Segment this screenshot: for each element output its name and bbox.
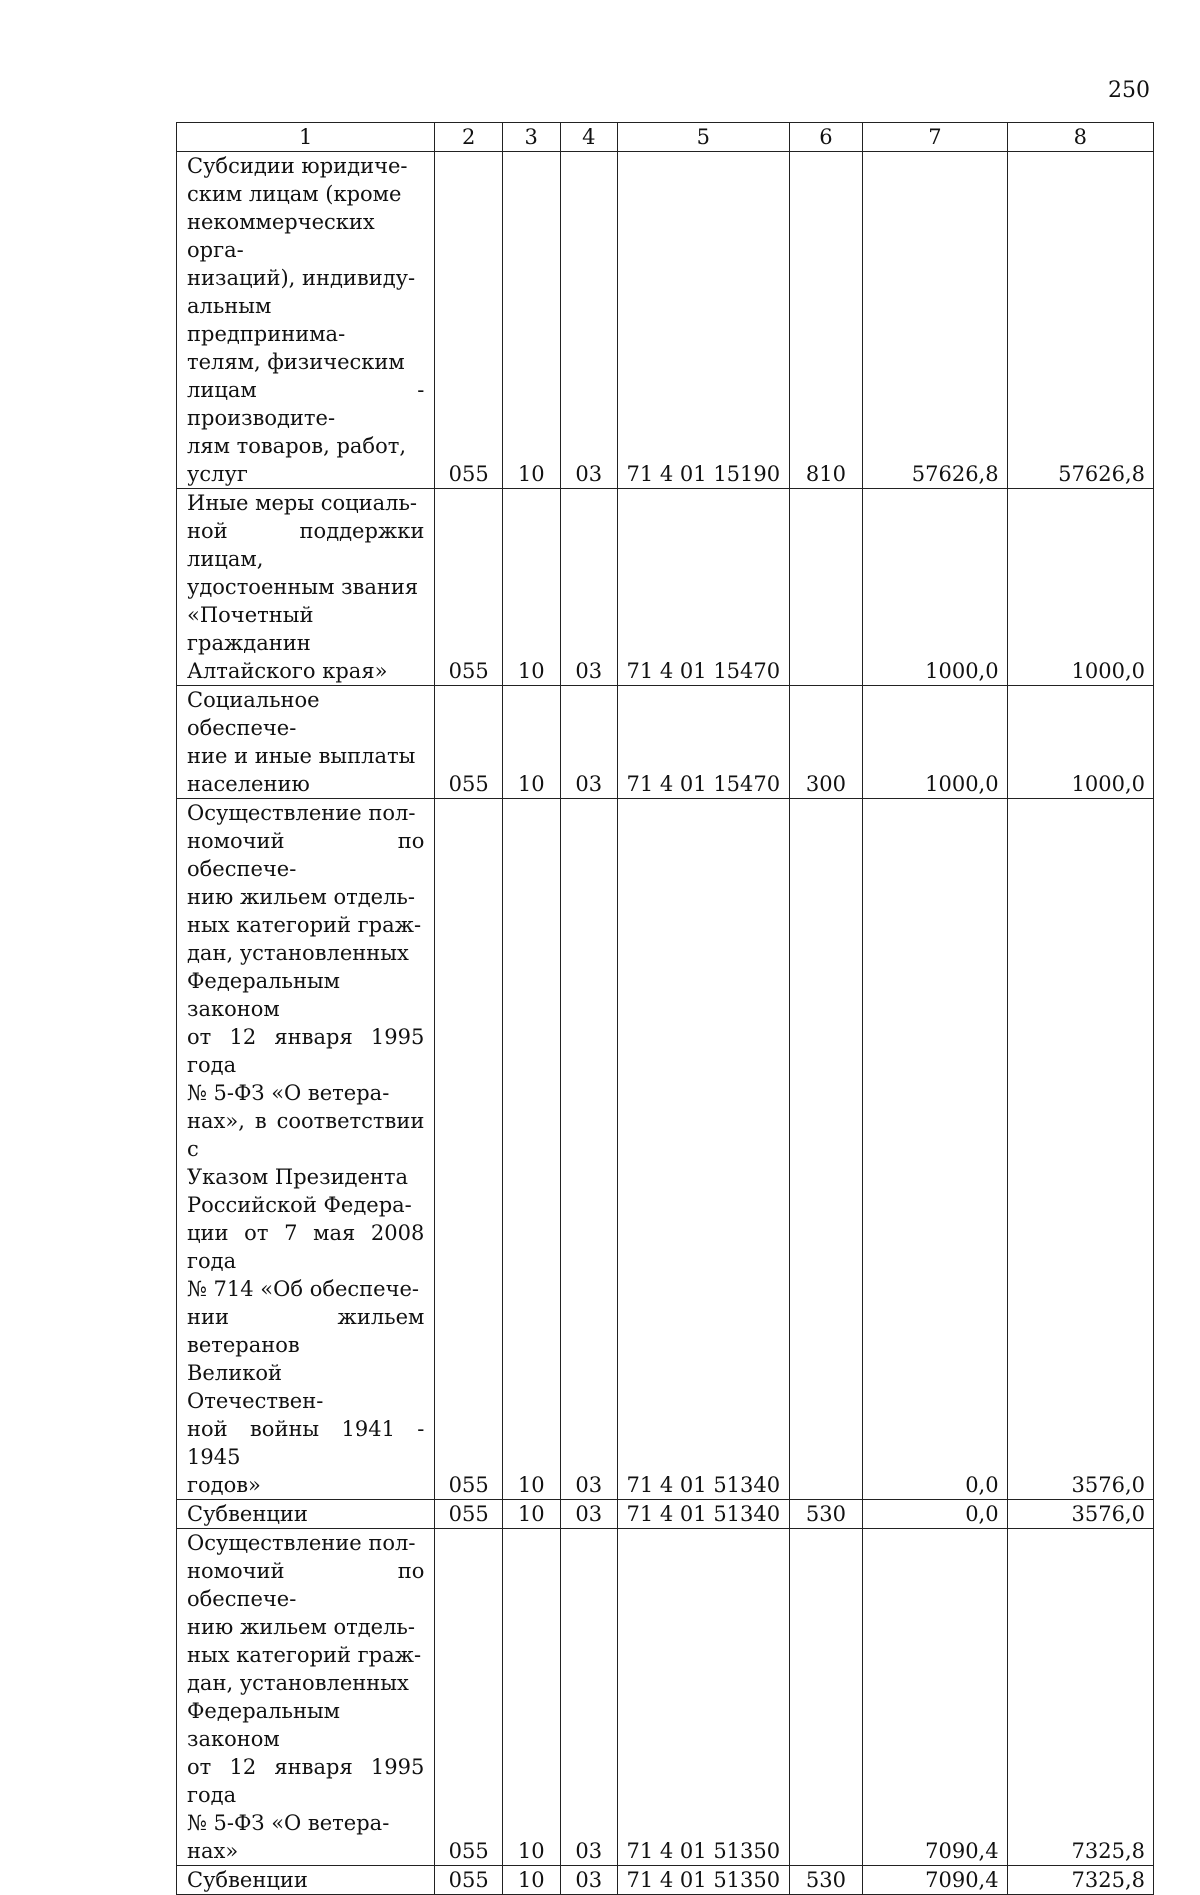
section-code: 10 — [502, 1500, 560, 1529]
description-line: нию жильем отдель- — [187, 885, 415, 909]
amount-col-7: 0,0 — [863, 799, 1007, 1500]
section-code: 10 — [502, 1866, 560, 1895]
col-header-3: 3 — [502, 123, 560, 152]
col-header-8: 8 — [1007, 123, 1153, 152]
description-line: № 5-ФЗ «О ветера- — [187, 1811, 390, 1835]
budget-table — [176, 122, 1154, 1895]
description-line: нию жильем отдель- — [187, 1615, 415, 1639]
expense-type-code — [789, 489, 863, 686]
target-article-code: 71 4 01 15470 — [618, 489, 790, 686]
description-line: Указом Президента — [187, 1165, 409, 1189]
target-article-code: 71 4 01 51350 — [618, 1866, 790, 1895]
description-line: Субвенции — [187, 1502, 308, 1526]
table-row — [177, 489, 1154, 686]
col-header-2: 2 — [435, 123, 503, 152]
expense-type-code: 530 — [789, 1866, 863, 1895]
section-code: 10 — [502, 1529, 560, 1866]
description-line: нах» — [187, 1839, 239, 1863]
description-line: телям, физическим — [187, 350, 405, 374]
row-description — [177, 799, 435, 1500]
amount-col-8: 7325,8 — [1007, 1866, 1153, 1895]
amount-col-7: 1000,0 — [863, 489, 1007, 686]
col-header-7: 7 — [863, 123, 1007, 152]
description-line: номочий по обеспече- — [187, 1559, 425, 1611]
agency-code: 055 — [435, 1500, 503, 1529]
row-description — [177, 1500, 435, 1529]
section-code: 10 — [502, 799, 560, 1500]
amount-col-8: 3576,0 — [1007, 799, 1153, 1500]
description-line: удостоенным звания — [187, 575, 419, 599]
description-line: ной поддержки лицам, — [187, 519, 425, 571]
description-line: № 714 «Об обеспече- — [187, 1277, 419, 1301]
description-line: Иные меры социаль- — [187, 491, 418, 515]
table-row — [177, 799, 1154, 1500]
target-article-code: 71 4 01 51340 — [618, 1500, 790, 1529]
amount-col-7: 57626,8 — [863, 152, 1007, 489]
description-line: некоммерческих орга- — [187, 210, 375, 262]
description-line: Субвенции — [187, 1868, 308, 1892]
amount-col-8: 1000,0 — [1007, 686, 1153, 799]
target-article-code: 71 4 01 51350 — [618, 1529, 790, 1866]
agency-code: 055 — [435, 799, 503, 1500]
description-line: Социальное обеспече- — [187, 688, 320, 740]
table-body — [177, 152, 1154, 1895]
description-line: от 12 января 1995 года — [187, 1025, 425, 1077]
description-line: нии жильем ветеранов — [187, 1305, 425, 1357]
agency-code: 055 — [435, 686, 503, 799]
description-line: ных категорий граж- — [187, 913, 422, 937]
subsection-code: 03 — [560, 1866, 618, 1895]
description-line: низаций), индивиду- — [187, 266, 416, 290]
row-description — [177, 152, 435, 489]
description-line: Великой Отечествен- — [187, 1361, 324, 1413]
description-line: лям товаров, работ, — [187, 434, 407, 458]
col-header-5: 5 — [618, 123, 790, 152]
agency-code: 055 — [435, 1529, 503, 1866]
amount-col-7: 0,0 — [863, 1500, 1007, 1529]
col-header-1: 1 — [177, 123, 435, 152]
description-line: ции от 7 мая 2008 года — [187, 1221, 425, 1273]
description-line: Осуществление пол- — [187, 801, 416, 825]
description-line: лицам - производите- — [187, 378, 425, 430]
row-description — [177, 1529, 435, 1866]
description-line: ским лицам (кроме — [187, 182, 402, 206]
amount-col-7: 7090,4 — [863, 1866, 1007, 1895]
target-article-code: 71 4 01 51340 — [618, 799, 790, 1500]
description-line: ных категорий граж- — [187, 1643, 422, 1667]
page-number: 250 — [1108, 78, 1150, 103]
table-row — [177, 1866, 1154, 1895]
description-line: от 12 января 1995 года — [187, 1755, 425, 1807]
description-line: альным предпринима- — [187, 294, 346, 346]
amount-col-8: 3576,0 — [1007, 1500, 1153, 1529]
subsection-code: 03 — [560, 799, 618, 1500]
subsection-code: 03 — [560, 1500, 618, 1529]
amount-col-8: 7325,8 — [1007, 1529, 1153, 1866]
expense-type-code — [789, 1529, 863, 1866]
agency-code: 055 — [435, 152, 503, 489]
expense-type-code: 810 — [789, 152, 863, 489]
description-line: Российской Федера- — [187, 1193, 412, 1217]
table-row — [177, 1500, 1154, 1529]
description-line: дан, установленных — [187, 1671, 409, 1695]
description-line: Осуществление пол- — [187, 1531, 416, 1555]
expense-type-code: 300 — [789, 686, 863, 799]
description-line: дан, установленных — [187, 941, 409, 965]
expense-type-code — [789, 799, 863, 1500]
row-description — [177, 686, 435, 799]
subsection-code: 03 — [560, 686, 618, 799]
target-article-code: 71 4 01 15470 — [618, 686, 790, 799]
col-header-4: 4 — [560, 123, 618, 152]
description-line: ние и иные выплаты — [187, 744, 416, 768]
agency-code: 055 — [435, 489, 503, 686]
section-code: 10 — [502, 489, 560, 686]
description-line: населению — [187, 772, 310, 796]
amount-col-7: 1000,0 — [863, 686, 1007, 799]
amount-col-7: 7090,4 — [863, 1529, 1007, 1866]
amount-col-8: 1000,0 — [1007, 489, 1153, 686]
description-line: «Почетный гражданин — [187, 603, 314, 655]
row-description — [177, 489, 435, 686]
description-line: нах», в соответствии с — [187, 1109, 425, 1161]
table-row — [177, 686, 1154, 799]
header-row — [177, 123, 1154, 152]
section-code: 10 — [502, 686, 560, 799]
description-line: Субсидии юридиче- — [187, 154, 408, 178]
section-code: 10 — [502, 152, 560, 489]
row-description — [177, 1866, 435, 1895]
amount-col-8: 57626,8 — [1007, 152, 1153, 489]
description-line: Алтайского края» — [187, 659, 388, 683]
subsection-code: 03 — [560, 1529, 618, 1866]
description-line: номочий по обеспече- — [187, 829, 425, 881]
description-line: годов» — [187, 1473, 261, 1497]
description-line: ной войны 1941 - 1945 — [187, 1417, 425, 1469]
expense-type-code: 530 — [789, 1500, 863, 1529]
description-line: услуг — [187, 462, 248, 486]
subsection-code: 03 — [560, 489, 618, 686]
agency-code: 055 — [435, 1866, 503, 1895]
description-line: Федеральным законом — [187, 1699, 340, 1751]
table-row — [177, 152, 1154, 489]
description-line: № 5-ФЗ «О ветера- — [187, 1081, 390, 1105]
table-row — [177, 1529, 1154, 1866]
description-line: Федеральным законом — [187, 969, 340, 1021]
col-header-6: 6 — [789, 123, 863, 152]
target-article-code: 71 4 01 15190 — [618, 152, 790, 489]
subsection-code: 03 — [560, 152, 618, 489]
